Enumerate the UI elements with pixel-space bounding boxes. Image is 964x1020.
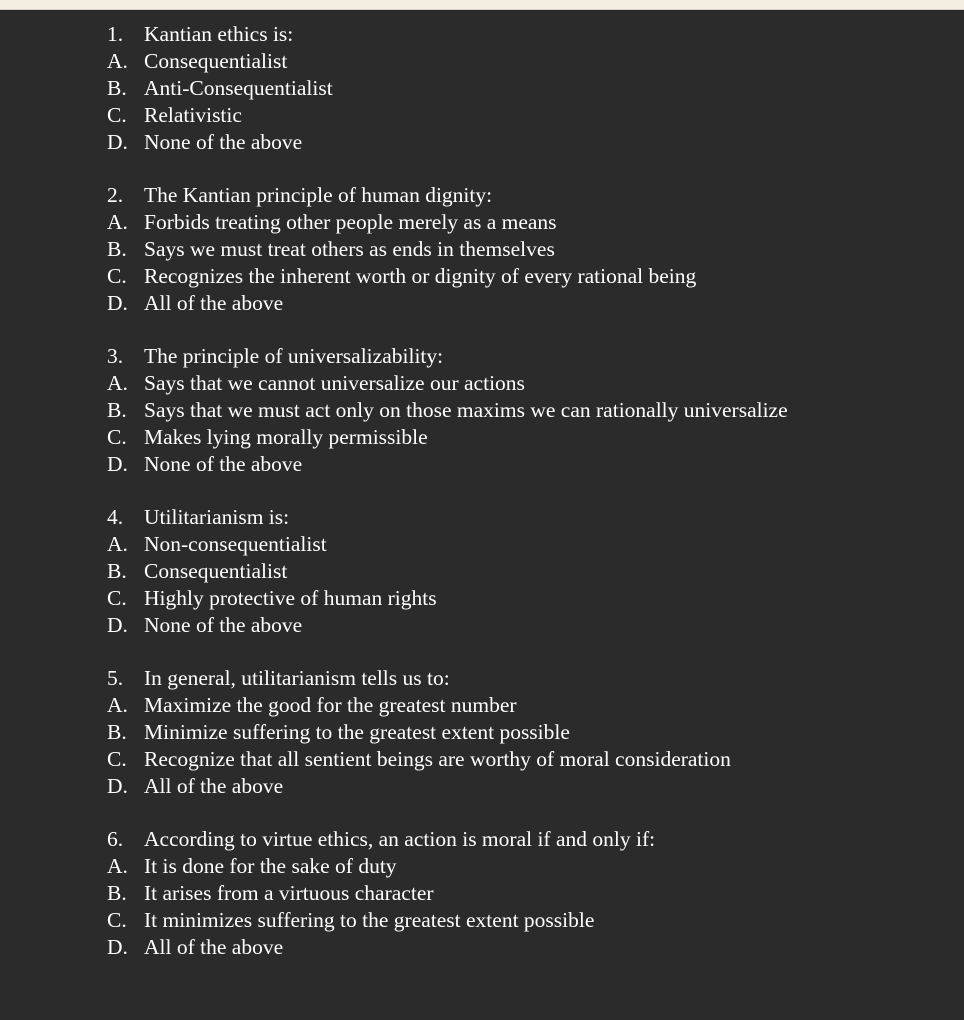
option-c bbox=[107, 585, 947, 612]
option-b bbox=[107, 236, 947, 263]
option-letter: A. bbox=[107, 532, 128, 556]
question-prompt bbox=[107, 665, 947, 692]
option-d bbox=[107, 290, 947, 317]
option-c bbox=[107, 263, 947, 290]
option-b bbox=[107, 397, 947, 424]
question-text: The Kantian principle of human dignity: bbox=[144, 183, 493, 207]
option-letter: A. bbox=[107, 49, 128, 73]
option-a bbox=[107, 853, 947, 880]
question-4 bbox=[107, 504, 947, 639]
option-b bbox=[107, 75, 947, 102]
option-text: Highly protective of human rights bbox=[144, 586, 437, 610]
option-letter: B. bbox=[107, 398, 127, 422]
option-a bbox=[107, 370, 947, 397]
option-letter: A. bbox=[107, 693, 128, 717]
question-number: 3. bbox=[107, 344, 124, 368]
question-number: 2. bbox=[107, 183, 124, 207]
question-prompt bbox=[107, 343, 947, 370]
option-letter: D. bbox=[107, 935, 128, 959]
option-text: Says we must treat others as ends in themselves bbox=[144, 237, 555, 261]
option-b bbox=[107, 719, 947, 746]
option-text: None of the above bbox=[144, 452, 303, 476]
option-text: None of the above bbox=[144, 613, 303, 637]
option-letter: B. bbox=[107, 237, 127, 261]
option-letter: B. bbox=[107, 559, 127, 583]
option-a bbox=[107, 209, 947, 236]
question-6 bbox=[107, 826, 947, 961]
option-text: It arises from a virtuous character bbox=[144, 881, 434, 905]
option-letter: D. bbox=[107, 613, 128, 637]
option-c bbox=[107, 102, 947, 129]
option-text: Consequentialist bbox=[144, 49, 288, 73]
option-text: Forbids treating other people merely as a means bbox=[144, 210, 557, 234]
option-c bbox=[107, 907, 947, 934]
question-2 bbox=[107, 182, 947, 317]
option-letter: B. bbox=[107, 720, 127, 744]
option-d bbox=[107, 129, 947, 156]
option-text: Relativistic bbox=[144, 103, 242, 127]
option-text: It minimizes suffering to the greatest extent possible bbox=[144, 908, 595, 932]
option-text: Recognize that all sentient beings are worthy of moral consideration bbox=[144, 747, 731, 771]
option-letter: C. bbox=[107, 747, 127, 771]
option-text: Says that we cannot universalize our actions bbox=[144, 371, 525, 395]
option-text: Makes lying morally permissible bbox=[144, 425, 428, 449]
option-text: It is done for the sake of duty bbox=[144, 854, 397, 878]
option-a bbox=[107, 692, 947, 719]
option-d bbox=[107, 773, 947, 800]
question-number: 1. bbox=[107, 22, 124, 46]
option-text: Minimize suffering to the greatest extent possible bbox=[144, 720, 570, 744]
question-text: In general, utilitarianism tells us to: bbox=[144, 666, 450, 690]
question-prompt bbox=[107, 826, 947, 853]
question-3 bbox=[107, 343, 947, 478]
option-text: Consequentialist bbox=[144, 559, 288, 583]
option-a bbox=[107, 48, 947, 75]
question-text: Kantian ethics is: bbox=[144, 22, 294, 46]
question-5 bbox=[107, 665, 947, 800]
option-text: All of the above bbox=[144, 935, 284, 959]
option-letter: B. bbox=[107, 76, 127, 100]
option-letter: A. bbox=[107, 210, 128, 234]
option-d bbox=[107, 612, 947, 639]
question-text: Utilitarianism is: bbox=[144, 505, 290, 529]
option-c bbox=[107, 746, 947, 773]
option-c bbox=[107, 424, 947, 451]
option-d bbox=[107, 934, 947, 961]
option-a bbox=[107, 531, 947, 558]
question-number: 4. bbox=[107, 505, 124, 529]
option-b bbox=[107, 558, 947, 585]
option-text: Non-consequentialist bbox=[144, 532, 327, 556]
question-number: 5. bbox=[107, 666, 124, 690]
option-text: All of the above bbox=[144, 291, 284, 315]
option-letter: D. bbox=[107, 291, 128, 315]
option-letter: D. bbox=[107, 774, 128, 798]
option-letter: A. bbox=[107, 854, 128, 878]
question-prompt bbox=[107, 504, 947, 531]
option-text: Says that we must act only on those maxims we can rationally universalize bbox=[144, 398, 788, 422]
top-border-strip bbox=[0, 0, 964, 10]
question-text: The principle of universalizability: bbox=[144, 344, 444, 368]
option-letter: D. bbox=[107, 452, 128, 476]
option-letter: C. bbox=[107, 908, 127, 932]
question-number: 6. bbox=[107, 827, 124, 851]
question-1 bbox=[107, 21, 947, 156]
option-text: Recognizes the inherent worth or dignity of every rational being bbox=[144, 264, 697, 288]
option-d bbox=[107, 451, 947, 478]
option-letter: C. bbox=[107, 586, 127, 610]
option-text: Maximize the good for the greatest number bbox=[144, 693, 517, 717]
option-letter: B. bbox=[107, 881, 127, 905]
question-prompt bbox=[107, 182, 947, 209]
quiz-document bbox=[107, 21, 947, 987]
option-letter: A. bbox=[107, 371, 128, 395]
question-prompt bbox=[107, 21, 947, 48]
option-b bbox=[107, 880, 947, 907]
option-text: All of the above bbox=[144, 774, 284, 798]
option-letter: D. bbox=[107, 130, 128, 154]
option-letter: C. bbox=[107, 103, 127, 127]
option-text: Anti-Consequentialist bbox=[144, 76, 333, 100]
option-letter: C. bbox=[107, 264, 127, 288]
option-text: None of the above bbox=[144, 130, 303, 154]
option-letter: C. bbox=[107, 425, 127, 449]
question-text: According to virtue ethics, an action is moral if and only if: bbox=[144, 827, 656, 851]
